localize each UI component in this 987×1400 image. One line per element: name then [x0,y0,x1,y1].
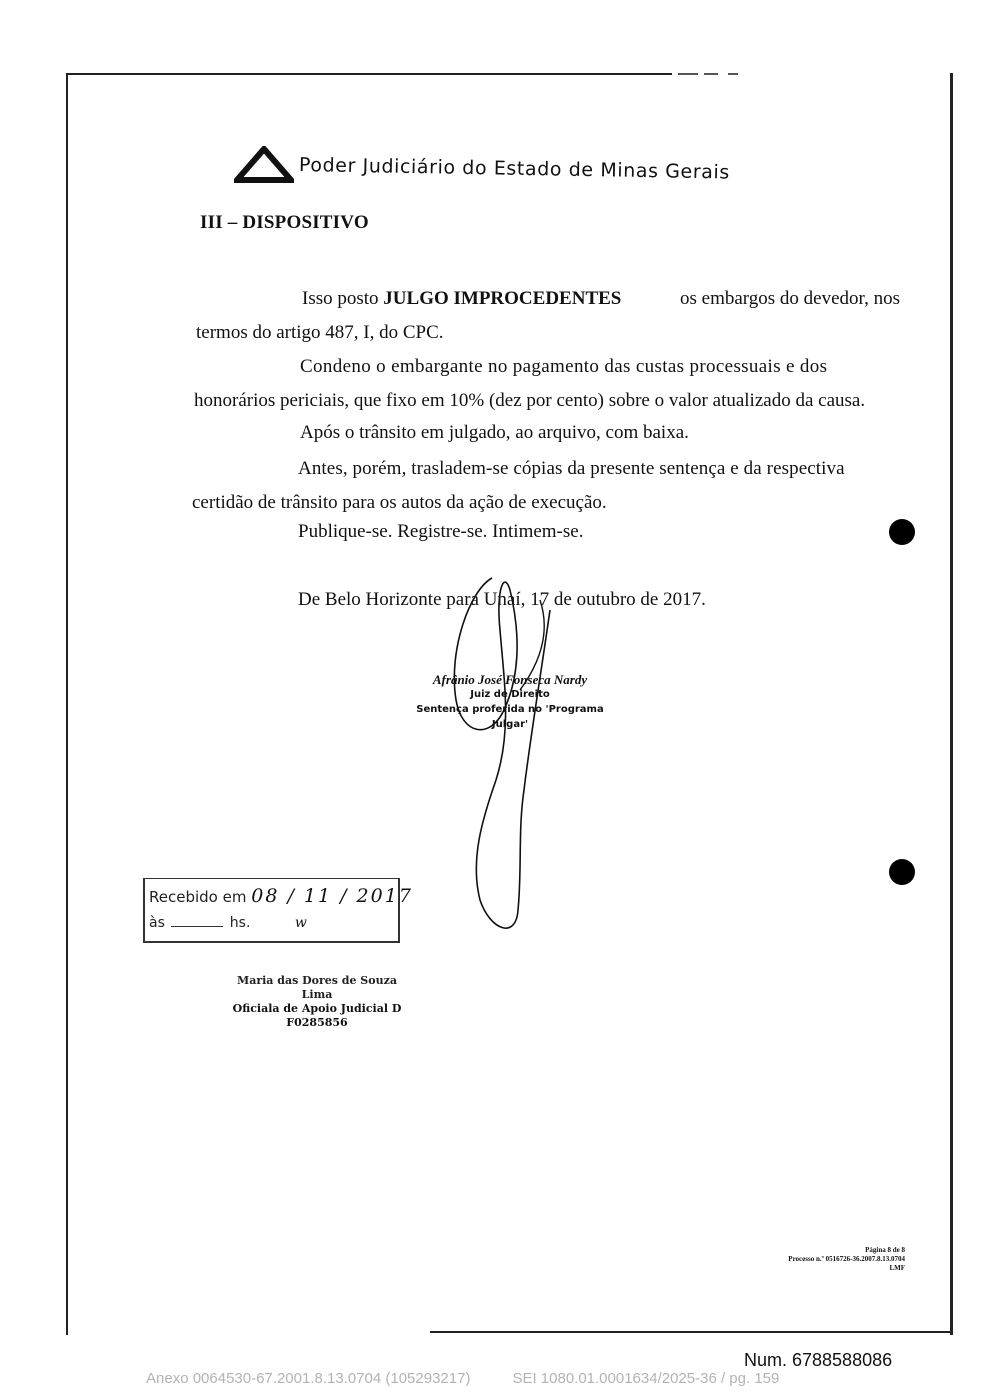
text-suffix: os embargos do devedor, nos [680,288,900,309]
page-frame-top [66,73,672,75]
process-number: Processo n.º 0516726-36.2007.8.13.0704 [788,1255,905,1263]
page-info [740,1246,905,1273]
punch-hole-icon [889,859,915,885]
paragraph-archive [194,416,900,450]
page-frame-right [950,73,953,1335]
paragraph-costs [194,350,900,418]
judge-name: Afrânio José Fonseca Nardy [432,672,588,687]
paragraph-ruling [196,282,900,350]
page-frame-bottom [430,1331,953,1333]
paragraph-line: Após o trânsito em julgado, ao arquivo, com baixa. [300,422,689,443]
stamp-received-date: 08 / 11 / 2017 [251,885,413,907]
footer-right: SEI 1080.01.0001634/2025-36 / pg. 159 [512,1370,780,1387]
official-name: Maria das Dores de Souza Lima [237,974,397,1001]
judge-role: Juiz de Direito [470,689,550,700]
stamp-blank [171,926,223,927]
received-stamp [143,878,413,943]
official-stamp [222,974,412,1030]
page-frame-dash [678,73,698,75]
page-frame-dash [728,73,738,75]
footer-left: Anexo 0064530-67.2001.8.13.0704 (105293217) [146,1370,471,1387]
header-title: Poder Judiciário do Estado de Minas Gerais [298,154,731,184]
paragraph-line: termos do artigo 487, I, do CPC. [196,322,444,343]
page-number: Página 8 de 8 [865,1246,905,1254]
stamp-received-label: Recebido em [149,888,247,906]
paragraph-copies [192,452,898,520]
handwritten-signature-icon [400,570,580,940]
text-prefix: Isso posto [302,288,384,309]
paragraph-line: honorários periciais, que fixo em 10% (dez por cento) sobre o valor atualizado da causa. [194,390,866,411]
page-frame-dash [704,73,718,75]
stamp-received-line [149,885,413,907]
section-title: III – DISPOSITIVO [200,212,369,233]
official-role: Oficiala de Apoio Judicial D [232,1002,402,1015]
stamp-at-label: às [149,915,165,931]
paragraph-line: Publique-se. Registre-se. Intimem-se. [298,521,584,542]
paragraph-line: certidão de trânsito para os autos da ação de execução. [192,492,607,513]
stamp-hours-line [149,915,309,931]
document-header [234,146,844,186]
signature-block [410,672,610,732]
paragraph-publish [192,515,898,549]
ruling-emphasis: JULGO IMPROCEDENTES [383,288,622,309]
paragraph-line [196,282,900,316]
paragraph-line: Condeno o embargante no pagamento das custas processuais e dos [300,356,828,377]
document-number: Num. 6788588086 [744,1350,893,1370]
stamp-hours-label: hs. [229,915,251,931]
paragraph-line: Antes, porém, trasladem-se cópias da presente sentença e da respectiva [298,458,845,479]
official-id: F0285856 [286,1016,348,1029]
stamp-initial: w [294,915,309,931]
footer [146,1370,779,1387]
triangle-logo-icon [234,146,294,184]
punch-hole-icon [889,519,915,545]
page-frame-left [66,73,68,1335]
page-code: LMF [889,1264,905,1272]
date-text: De Belo Horizonte para Unaí, 17 de outubro de 2017. [298,589,706,610]
sentence-note: Sentença proferida no 'Programa Julgar' [416,704,604,730]
